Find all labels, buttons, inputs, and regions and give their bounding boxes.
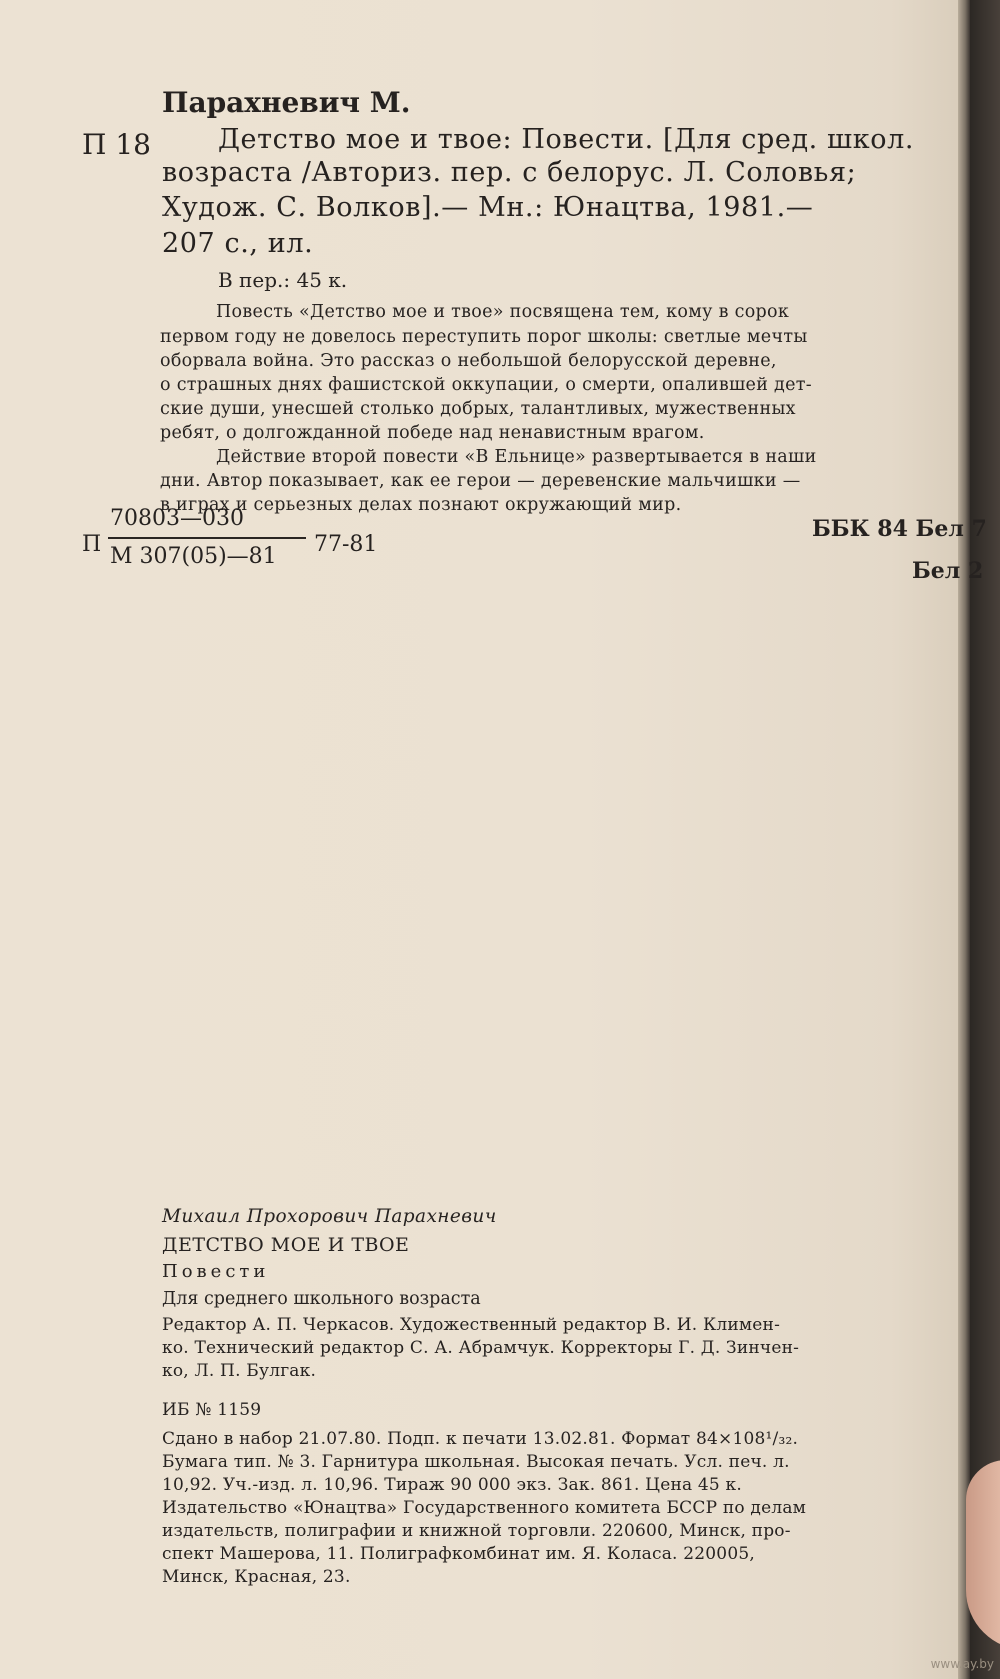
annotation-line: оборвала война. Это рассказ о небольшой белорусской деревне,	[160, 351, 777, 371]
fraction-bar	[108, 537, 306, 539]
annotation-line: дни. Автор показывает, как ее герои — деревенские мальчишки —	[160, 471, 801, 491]
imprint-line: Издательство «Юнацтва» Государственного комитета БССР по делам	[162, 1498, 807, 1518]
imprint-line: Минск, Красная, 23.	[162, 1567, 351, 1587]
imprint-author: Михаил Прохорович Парахневич	[162, 1206, 497, 1227]
title-line-1: Детство мое и твое: Повести. [Для сред. школ.	[218, 124, 915, 155]
page-edge	[958, 0, 970, 1679]
imprint-line: Сдано в набор 21.07.80. Подп. к печати 13.02.81. Формат 84×108¹/₃₂.	[162, 1429, 799, 1449]
title-line-4: 207 с., ил.	[162, 228, 314, 259]
background-shadow	[970, 0, 1000, 1679]
title-line-2: возраста /Авториз. пер. с белорус. Л. Соловья;	[162, 157, 857, 188]
imprint-title: ДЕТСТВО МОЕ И ТВОЕ	[162, 1234, 410, 1256]
imprint-genre: Повести	[162, 1261, 270, 1282]
annotation-line: ребят, о долгожданной победе над ненавистным врагом.	[160, 423, 705, 443]
index-code: 77-81	[314, 532, 378, 557]
bbk-code: ББК 84 Бел 7	[812, 516, 987, 542]
price: В пер.: 45 к.	[218, 268, 348, 292]
index-letter: П	[82, 532, 102, 557]
annotation-line: первом году не довелось переступить порог школы: светлые мечты	[160, 327, 808, 347]
annotation-line: о страшных днях фашистской оккупации, о смерти, опалившей дет-	[160, 375, 812, 395]
imprint-line: Редактор А. П. Черкасов. Художественный редактор В. И. Климен-	[162, 1315, 781, 1335]
imprint-line: ИБ № 1159	[162, 1400, 262, 1420]
title-line-3: Худож. С. Волков].— Мн.: Юнацтва, 1981.—	[162, 192, 814, 223]
annotation-line: в играх и серьезных делах познают окружающий мир.	[160, 495, 682, 515]
imprint-line: 10,92. Уч.-изд. л. 10,96. Тираж 90 000 экз. Зак. 861. Цена 45 к.	[162, 1475, 742, 1495]
imprint-line: Бумага тип. № 3. Гарнитура школьная. Высокая печать. Усл. печ. л.	[162, 1452, 790, 1472]
bbk-code-2: Бел 2	[912, 558, 984, 584]
imprint-line: спект Машерова, 11. Полиграфкомбинат им. Я. Коласа. 220005,	[162, 1544, 755, 1564]
index-denominator: М 307(05)—81	[110, 544, 277, 569]
annotation-line: ские души, унесшей столько добрых, талантливых, мужественных	[160, 399, 796, 419]
index-numerator: 70803—030	[110, 506, 244, 531]
imprint-line: ко, Л. П. Булгак.	[162, 1361, 317, 1381]
imprint-audience: Для среднего школьного возраста	[162, 1289, 481, 1309]
watermark: www.ay.by	[930, 1657, 994, 1671]
annotation-line: Действие второй повести «В Ельнице» развертывается в наши	[216, 447, 817, 467]
imprint-line: ко. Технический редактор С. А. Абрамчук. Корректоры Г. Д. Зинчен-	[162, 1338, 800, 1358]
annotation-line: Повесть «Детство мое и твое» посвящена тем, кому в сорок	[216, 302, 790, 322]
call-number: П 18	[82, 128, 151, 161]
author-name: Парахневич М.	[162, 86, 411, 119]
imprint-line: издательств, полиграфии и книжной торговли. 220600, Минск, про-	[162, 1521, 791, 1541]
